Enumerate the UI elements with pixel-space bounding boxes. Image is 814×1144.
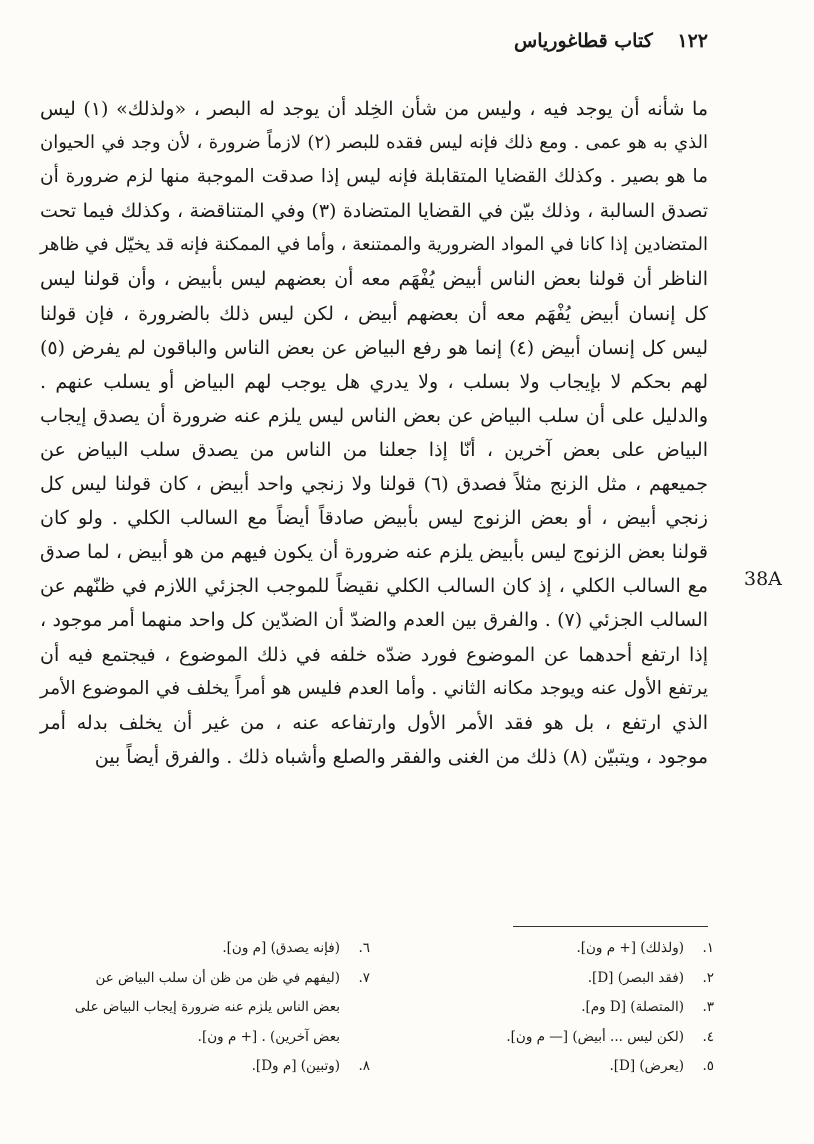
text-line: قولنا بعض الزنوج ليس بأبيض يلزم عنه ضرورة أن يكون فيهم من هو أبيض ، لما صدق — [40, 541, 708, 564]
text-line: السالب الجزئي (٧) . والفرق بين العدم والضدّ أن الضدّين كل واحد منهما أمر موجود ، — [40, 609, 708, 632]
text-line: لهم بحكم لا بإيجاب ولا بسلب ، ولا يدري هل يوجب لهم البياض أو يسلب عنهم . — [40, 370, 708, 393]
text-line: البياض على بعض آخرين ، أنّا إذا جعلنا من الناس من يصدق سلب البياض عن — [40, 438, 708, 461]
footnote-number: ٦. — [358, 940, 370, 956]
footnote — [384, 964, 714, 994]
footnote-text: بعض آخرين) . [+ م ون]. — [197, 1028, 340, 1045]
footnote-number: ٥. — [702, 1058, 714, 1074]
footnote-number: ٣. — [702, 999, 714, 1015]
text-line: زنجي أبيض ، أو بعض الزنوج ليس بأبيض صادقاً أيضاً مع السالب الكلي . ولو كان — [40, 507, 708, 530]
footnote — [40, 1052, 370, 1082]
footnote — [384, 1023, 714, 1053]
text-line: تصدق السالبة ، وذلك بيّن في القضايا المتضادة (٣) وفي المتناقضة ، وكذلك فيما تحت — [40, 200, 708, 223]
footnote-number: ١. — [702, 940, 714, 956]
text-line: المتضادين إذا كانا في المواد الضرورية والممتنعة ، وأما في الممكنة فإنه قد يخيّل في ظاهر — [40, 234, 708, 256]
footnote-text: (فإنه يصدق) [م ون]. — [222, 940, 340, 956]
page-number: ١٢٢ — [677, 30, 708, 52]
margin-reference: 38A — [744, 568, 782, 590]
body-text — [40, 92, 708, 774]
footnote-text: (يعرض) [D]. — [609, 1058, 684, 1074]
text-line: والدليل على أن سلب البياض عن بعض الناس ليس يلزم عنه ضرورة أن يصدق إيجاب — [40, 404, 708, 427]
footnote-text: (ولذلك) [+ م ون]. — [576, 940, 684, 956]
footnote-text: (ليفهم في ظن من ظن أن سلب البياض عن — [95, 969, 340, 986]
footnote-text: (لكن ليس ... أبيض) [— م ون]. — [506, 1028, 684, 1045]
footnote — [384, 934, 714, 964]
text-line: جميعهم ، مثل الزنج مثلاً فصدق (٦) قولنا ولا زنجي واحد أبيض ، كان قولنا ليس كل — [40, 473, 708, 496]
text-line: كل إنسان أبيض يُفْهَم معه أن بعضهم أبيض ، لكن ليس ذلك بالضرورة ، فإن قولنا — [40, 302, 708, 325]
footnote — [384, 1052, 714, 1082]
footnote-text: (وتبين) [م وD]. — [251, 1058, 340, 1074]
footnote-number: ٨. — [358, 1058, 370, 1074]
text-line: الذي ارتفع ، بل هو فقد الأمر الأول وارتفاعه عنه ، من غير أن يخلف بدله أمر — [40, 711, 708, 734]
text-line: ما هو بصير . وكذلك القضايا المتقابلة فإنه ليس إذا صدقت الموجبة منها لزم ضرورة أن — [40, 166, 708, 188]
text-line: يرتفع الأول عنه ويوجد مكانه الثاني . وأما العدم فليس هو أمراً يخلف في الموضوع الأمر — [40, 677, 708, 699]
text-line: ما شأنه أن يوجد فيه ، وليس من شأن الخِلد أن يوجد له البصر ، «ولذلك» (١) ليس — [40, 98, 708, 120]
text-line: موجود ، ويتبيّن (٨) ذلك من الغنى والفقر والصلع وأشباه ذلك . والفرق أيضاً بين — [94, 745, 708, 768]
footnote — [40, 934, 370, 964]
footnote — [40, 964, 370, 1053]
text-line: الناظر أن قولنا بعض الناس أبيض يُفْهَم معه أن بعضهم ليس بأبيض ، وأن قولنا ليس — [40, 268, 708, 291]
text-line: ليس كل إنسان أبيض (٤) إنما هو رفع البياض عن بعض الناس والباقون لم يفرض (٥) — [40, 336, 708, 359]
running-title: كتاب قطاغورياس — [514, 30, 653, 52]
text-line: الذي به هو عمى . ومع ذلك فإنه ليس فقده للبصر (٢) لازماً ضرورة ، لأن وجد في الحيوان — [40, 132, 708, 154]
footnote-text: (المتصلة) [D وم]. — [581, 999, 684, 1015]
page-header — [40, 30, 708, 52]
footnotes-column-left — [40, 934, 370, 1082]
text-line: مع السالب الكلي ، إذ كان السالب الكلي نقيضاً للموجب الجزئي اللازم في ظنّهم عن — [40, 575, 708, 598]
text-line: إذا ارتفع أحدهما عن الموضوع فورد ضدّه خلفه في ذلك الموضوع ، فيجتمع فيه أن — [40, 643, 708, 666]
footnotes-column-right — [384, 934, 714, 1082]
footnote-number: ٢. — [702, 969, 714, 986]
footnote-number: ٧. — [358, 969, 370, 986]
footnote-text: (فقد البصر) [D]. — [587, 969, 684, 986]
footnote-number: ٤. — [702, 1028, 714, 1045]
footnote — [384, 993, 714, 1023]
footnote-rule — [513, 926, 708, 927]
footnote-text: بعض الناس يلزم عنه ضرورة إيجاب البياض على — [74, 999, 340, 1015]
